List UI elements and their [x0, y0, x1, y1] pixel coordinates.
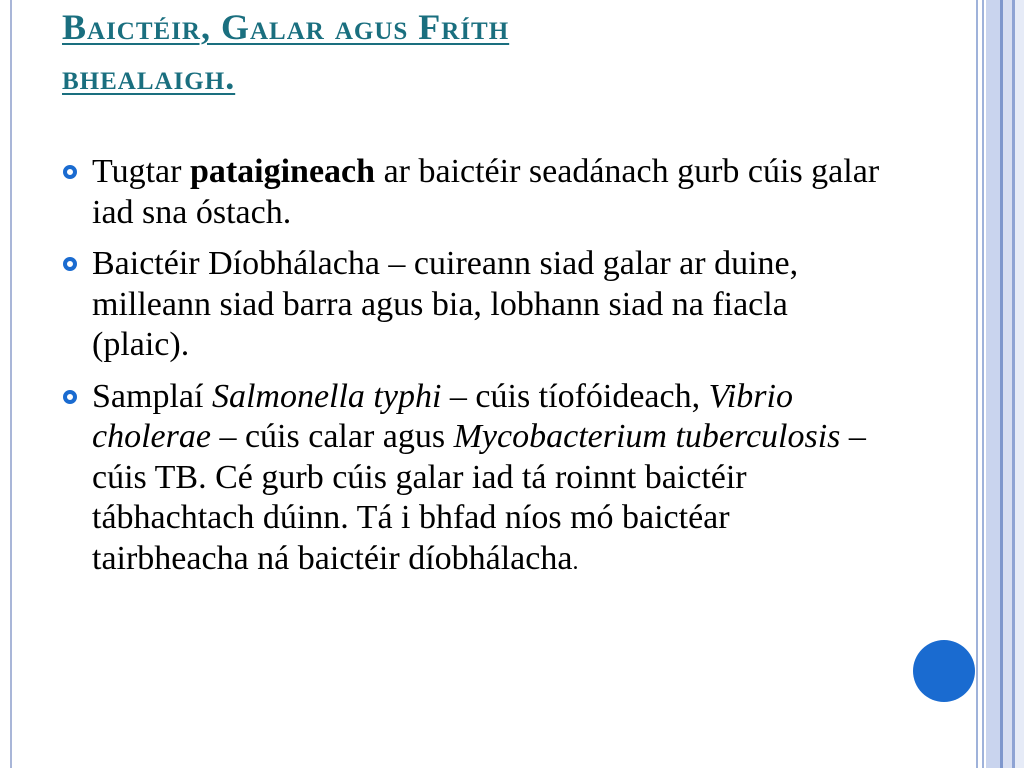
right-stripe	[986, 0, 1000, 768]
bullet-item	[60, 152, 880, 233]
bullet-text: ar baictéir seadánach gurb cúis galar iad sna óstach.	[92, 153, 880, 231]
right-stripe	[976, 0, 978, 768]
ring-bullet-icon	[63, 390, 77, 404]
species-name: Vibrio cholerae	[92, 377, 793, 455]
right-stripe	[982, 0, 984, 768]
bullet-item	[60, 244, 880, 366]
species-name: Salmonella typhi	[211, 377, 442, 415]
bullet-text: Samplaí	[92, 377, 212, 415]
right-stripe	[1015, 0, 1024, 768]
species-name: Mycobacterium tuberculosis	[453, 418, 841, 455]
bullet-list	[60, 152, 880, 593]
right-stripe	[1003, 0, 1012, 768]
bullet-item	[60, 377, 880, 583]
bullet-text: – cúis calar agus	[210, 418, 454, 455]
title-line-1: Baictéir, Galar agus Fríth	[62, 7, 510, 47]
ring-bullet-icon	[63, 165, 77, 179]
title-line-2: bhealaigh.	[62, 57, 236, 97]
ring-bullet-icon	[63, 257, 77, 271]
bullet-end-period: .	[572, 548, 579, 575]
left-border-line	[10, 0, 12, 768]
bullet-text: – cúis TB. Cé gurb cúis galar iad tá roinnt baictéir tábhachtach dúinn. Tá i bhfad níos mó baictéar tairbheacha ná baictéir díobhálacha	[92, 418, 866, 577]
bullet-text: Baictéir Díobhálacha – cuireann siad galar ar duine, milleann siad barra agus bia, lobhann siad na fiacla (plaic).	[92, 245, 799, 363]
bullet-bold-term: pataigineach	[189, 153, 376, 190]
blue-circle-decoration-icon	[913, 640, 975, 702]
bullet-text: Tugtar	[92, 153, 190, 190]
bullet-text: – cúis tíofóideach,	[441, 377, 709, 415]
slide-title	[62, 2, 762, 102]
